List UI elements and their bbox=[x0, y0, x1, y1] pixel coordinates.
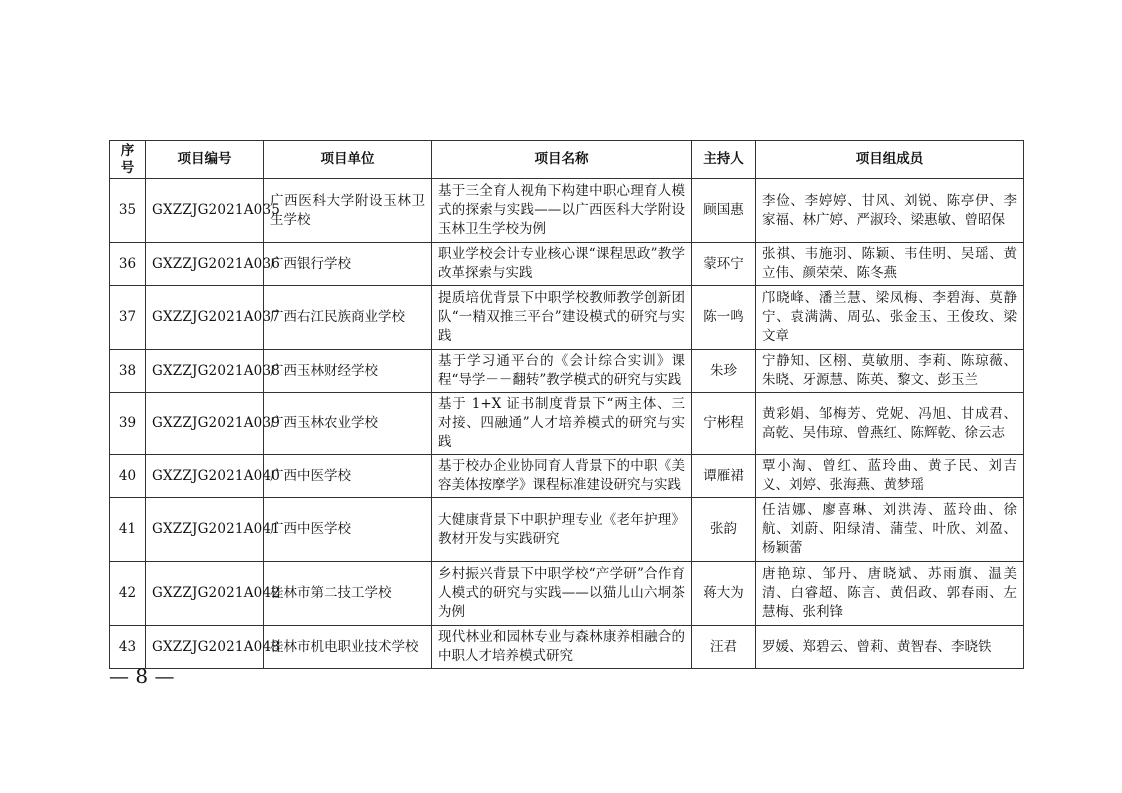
cell-host: 蒋大为 bbox=[692, 562, 756, 626]
cell-seq: 40 bbox=[110, 455, 146, 498]
cell-members: 覃小淘、曾红、蓝玲曲、黄子民、刘吉义、刘婷、张海燕、黄梦瑶 bbox=[756, 455, 1024, 498]
cell-seq: 35 bbox=[110, 179, 146, 243]
cell-unit: 广西中医学校 bbox=[264, 455, 432, 498]
table-row bbox=[110, 393, 1024, 455]
cell-name: 乡村振兴背景下中职学校“产学研”合作育人模式的研究与实践——以猫儿山六垌茶为例 bbox=[432, 562, 692, 626]
cell-code: GXZZJG2021A036 bbox=[146, 243, 264, 286]
cell-host: 谭雁裙 bbox=[692, 455, 756, 498]
cell-members: 罗媛、郑碧云、曾莉、黄智春、李晓铁 bbox=[756, 626, 1024, 669]
table-row bbox=[110, 243, 1024, 286]
table-header-row bbox=[110, 141, 1024, 179]
cell-seq: 36 bbox=[110, 243, 146, 286]
cell-name: 基于校办企业协同育人背景下的中职《美容美体按摩学》课程标准建设研究与实践 bbox=[432, 455, 692, 498]
cell-code: GXZZJG2021A038 bbox=[146, 350, 264, 393]
cell-unit: 广西中医学校 bbox=[264, 498, 432, 562]
cell-name: 职业学校会计专业核心课“课程思政”教学改革探索与实践 bbox=[432, 243, 692, 286]
cell-name: 基于三全育人视角下构建中职心理育人模式的探索与实践——以广西医科大学附设玉林卫生学校为例 bbox=[432, 179, 692, 243]
header-seq: 序 号 bbox=[110, 141, 146, 179]
table-row bbox=[110, 350, 1024, 393]
cell-name: 提质培优背景下中职学校教师教学创新团队“一精双推三平台”建设模式的研究与实践 bbox=[432, 286, 692, 350]
cell-name: 现代林业和园林专业与森林康养相融合的中职人才培养模式研究 bbox=[432, 626, 692, 669]
table-row bbox=[110, 286, 1024, 350]
table-row bbox=[110, 179, 1024, 243]
cell-host: 陈一鸣 bbox=[692, 286, 756, 350]
cell-members: 唐艳琼、邹丹、唐晓斌、苏雨旗、温美清、白睿超、陈言、黄侣政、郭春雨、左慧梅、张利锋 bbox=[756, 562, 1024, 626]
header-code: 项目编号 bbox=[146, 141, 264, 179]
cell-code: GXZZJG2021A040 bbox=[146, 455, 264, 498]
cell-members: 张祺、韦施羽、陈颖、韦佳明、吴瑶、黄立伟、颜荣荣、陈冬燕 bbox=[756, 243, 1024, 286]
cell-code: GXZZJG2021A035 bbox=[146, 179, 264, 243]
cell-members: 李俭、李婷婷、甘风、刘锐、陈亭伊、李家福、林广婷、严淑玲、梁惠敏、曾昭保 bbox=[756, 179, 1024, 243]
cell-seq: 37 bbox=[110, 286, 146, 350]
cell-code: GXZZJG2021A039 bbox=[146, 393, 264, 455]
cell-unit: 桂林市机电职业技术学校 bbox=[264, 626, 432, 669]
cell-members: 任洁娜、廖喜琳、刘洪涛、蓝玲曲、徐航、刘蔚、阳绿清、蒲莹、叶欣、刘盈、杨颖蕾 bbox=[756, 498, 1024, 562]
cell-host: 张韵 bbox=[692, 498, 756, 562]
cell-name: 基于学习通平台的《会计综合实训》课程“导学－－翻转”教学模式的研究与实践 bbox=[432, 350, 692, 393]
cell-host: 蒙环宁 bbox=[692, 243, 756, 286]
cell-seq: 38 bbox=[110, 350, 146, 393]
cell-seq: 39 bbox=[110, 393, 146, 455]
cell-unit: 广西银行学校 bbox=[264, 243, 432, 286]
header-host: 主持人 bbox=[692, 141, 756, 179]
table-row bbox=[110, 626, 1024, 669]
table-row bbox=[110, 498, 1024, 562]
cell-seq: 43 bbox=[110, 626, 146, 669]
cell-host: 朱珍 bbox=[692, 350, 756, 393]
cell-unit: 广西玉林财经学校 bbox=[264, 350, 432, 393]
header-name: 项目名称 bbox=[432, 141, 692, 179]
cell-code: GXZZJG2021A041 bbox=[146, 498, 264, 562]
cell-unit: 广西右江民族商业学校 bbox=[264, 286, 432, 350]
cell-members: 邝晓峰、潘兰慧、梁凤梅、李碧海、莫静宁、袁满满、周弘、张金玉、王俊玫、梁文章 bbox=[756, 286, 1024, 350]
cell-seq: 42 bbox=[110, 562, 146, 626]
cell-name: 大健康背景下中职护理专业《老年护理》教材开发与实践研究 bbox=[432, 498, 692, 562]
header-members: 项目组成员 bbox=[756, 141, 1024, 179]
cell-host: 宁彬程 bbox=[692, 393, 756, 455]
cell-members: 宁静知、区栩、莫敏朋、李莉、陈琼薇、朱晓、牙源慧、陈英、黎文、彭玉兰 bbox=[756, 350, 1024, 393]
projects-table bbox=[109, 140, 1024, 669]
cell-code: GXZZJG2021A042 bbox=[146, 562, 264, 626]
page-number: — 8 — bbox=[109, 664, 175, 688]
cell-members: 黄彩娟、邹梅芳、党妮、冯旭、甘成君、高乾、吴伟琼、曾燕红、陈辉乾、徐云志 bbox=[756, 393, 1024, 455]
table-row bbox=[110, 455, 1024, 498]
cell-host: 汪君 bbox=[692, 626, 756, 669]
header-unit: 项目单位 bbox=[264, 141, 432, 179]
cell-unit: 桂林市第二技工学校 bbox=[264, 562, 432, 626]
cell-host: 顾国惠 bbox=[692, 179, 756, 243]
cell-unit: 广西玉林农业学校 bbox=[264, 393, 432, 455]
cell-code: GXZZJG2021A037 bbox=[146, 286, 264, 350]
cell-name: 基于 1+X 证书制度背景下“两主体、三对接、四融通”人才培养模式的研究与实践 bbox=[432, 393, 692, 455]
table-row bbox=[110, 562, 1024, 626]
cell-seq: 41 bbox=[110, 498, 146, 562]
cell-unit: 广西医科大学附设玉林卫生学校 bbox=[264, 179, 432, 243]
cell-code: GXZZJG2021A043 bbox=[146, 626, 264, 669]
